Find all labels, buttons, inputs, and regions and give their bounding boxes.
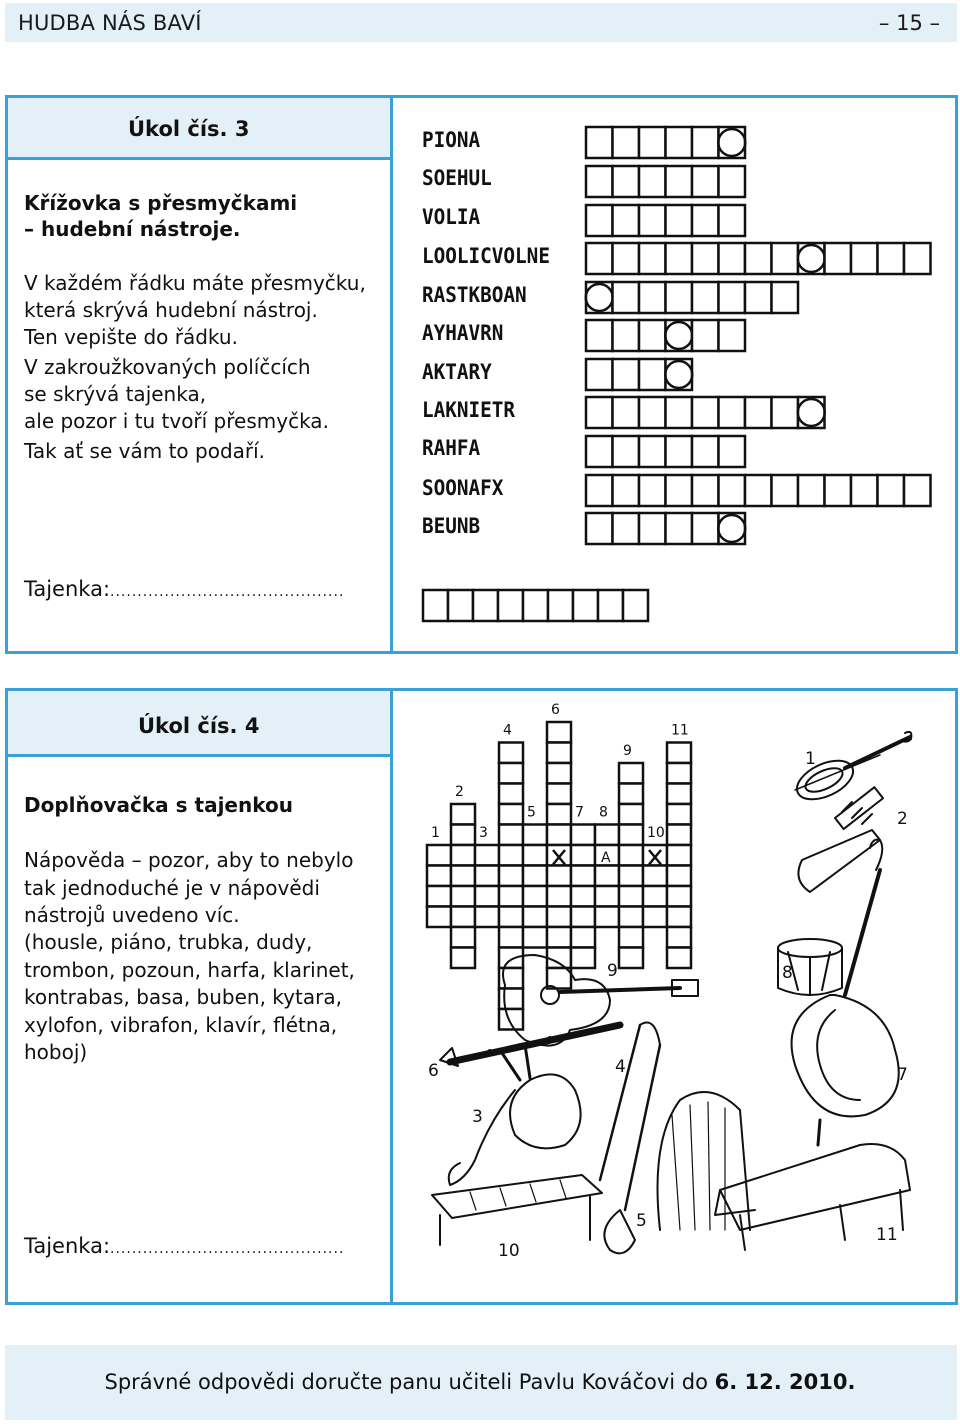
picture-number-5: 5 (636, 1211, 647, 1231)
task3-line: Tak ať se vám to podaří. (24, 439, 266, 463)
task3-title: Úkol čís. 3 (128, 117, 250, 141)
task3-line: Ten vepište do řádku. (24, 325, 238, 349)
task3-subtitle-1: Křížovka s přesmyčkami (24, 191, 298, 215)
picture-number-7: 7 (897, 1065, 908, 1085)
tajenka-dots: ........................................... (110, 584, 345, 600)
picture-number-4: 4 (615, 1057, 626, 1077)
given-letter: A (601, 850, 611, 866)
column-number: 6 (551, 702, 560, 718)
anagram-word: SOEHUL (422, 166, 492, 190)
task3-line: V zakroužkovaných políčcích (24, 355, 311, 379)
task3-line: ale pozor i tu tvoří přesmyčka. (24, 409, 329, 433)
anagram-word: VOLIA (422, 205, 481, 229)
clarinet-picture (440, 1025, 620, 1066)
column-number: 8 (599, 804, 608, 821)
trumpet-picture (798, 787, 883, 892)
anagram-word: AKTARY (422, 360, 492, 384)
task4-line: trombon, pozoun, harfa, klarinet, (24, 958, 355, 982)
picture-numbers (428, 749, 908, 1261)
violin-picture (791, 732, 911, 807)
xylophone-picture (432, 1175, 602, 1245)
task4-title: Úkol čís. 4 (138, 714, 260, 738)
column-number: 5 (527, 804, 536, 821)
picture-number-8: 8 (782, 963, 793, 983)
anagram-word: LOOLICVOLNE (422, 244, 550, 268)
anagram-word: LAKNIETR (422, 398, 516, 422)
anagram-word: SOONAFX (422, 476, 504, 500)
picture-number-1: 1 (805, 749, 816, 769)
task3-line: která skrývá hudební nástroj. (24, 298, 318, 322)
picture-number-10: 10 (498, 1241, 520, 1261)
task3-subtitle-2: – hudební nástroje. (24, 217, 241, 241)
task4-line: nástrojů uvedeno víc. (24, 903, 240, 927)
anagram-word: RAHFA (422, 436, 481, 460)
anagram-word: PIONA (422, 128, 481, 152)
task4-line: Nápověda – pozor, aby to nebylo (24, 848, 354, 872)
task4-line: hoboj) (24, 1040, 88, 1064)
column-number: 7 (575, 804, 584, 821)
anagram-word: RASTKBOAN (422, 283, 527, 307)
footer-note (0, 1370, 960, 1394)
tajenka-label: Tajenka: (24, 1234, 111, 1258)
tajenka-dots: ........................................... (110, 1241, 345, 1257)
trombone-picture (600, 1023, 660, 1254)
task3-line: V každém řádku máte přesmyčku, (24, 271, 366, 295)
task3-line: se skrývá tajenka, (24, 382, 207, 406)
page-number: – 15 – (878, 11, 940, 35)
picture-number-11: 11 (876, 1225, 898, 1245)
picture-number-3: 3 (472, 1107, 483, 1127)
picture-number-2: 2 (897, 809, 908, 829)
task4-line: kontrabas, basa, buben, kytara, (24, 985, 342, 1009)
task4-line: tak jednoduché je v nápovědi (24, 876, 320, 900)
task4-line: xylofon, vibrafon, klavír, flétna, (24, 1013, 338, 1037)
footer-date: 6. 12. 2010. (714, 1370, 856, 1394)
header-title: HUDBA NÁS BAVÍ (18, 11, 202, 35)
task4-subtitle: Doplňovačka s tajenkou (24, 793, 293, 817)
column-number: 3 (479, 825, 488, 841)
harp-picture (658, 1092, 751, 1230)
column-number: 9 (623, 743, 632, 759)
anagram-word: AYHAVRN (422, 321, 504, 345)
picture-number-9: 9 (607, 961, 618, 981)
double-bass-picture (792, 840, 899, 1145)
column-number: 11 (671, 722, 689, 739)
column-number: 2 (455, 784, 464, 800)
column-number: 10 (647, 825, 665, 841)
column-number: 1 (431, 825, 440, 841)
footer-text: Správné odpovědi doručte panu učiteli Pavlu Kováčovi do (104, 1370, 715, 1394)
column-number: 4 (503, 722, 512, 739)
task4-line: (housle, piáno, trubka, dudy, (24, 930, 313, 954)
picture-number-6: 6 (428, 1061, 439, 1081)
tajenka-label: Tajenka: (24, 577, 111, 601)
anagram-word: BEUNB (422, 514, 481, 538)
bagpipes-picture (449, 1045, 581, 1185)
